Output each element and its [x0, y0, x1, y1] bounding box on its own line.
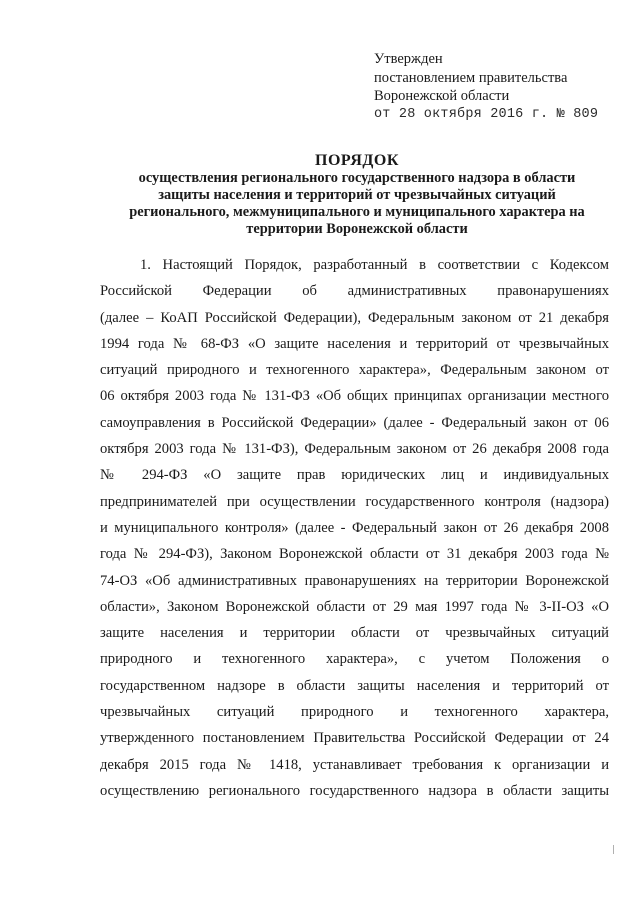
body-line: октября 2003 года № 131-ФЗ), Федеральным законом от 26 декабря 2008 года	[100, 441, 609, 458]
approval-line-1: Утвержден	[374, 51, 443, 67]
body-line: чрезвычайных ситуаций природного и техногенного характера,	[100, 704, 609, 721]
approval-block	[374, 50, 598, 124]
body-line: защите населения и территории области от чрезвычайных ситуаций	[100, 625, 609, 642]
approval-line-3: Воронежской области	[374, 88, 510, 104]
body-line: Российской Федерации об административных правонарушениях	[100, 283, 609, 300]
body-line: 1994 года № 68-ФЗ «О защите населения и территорий от чрезвычайных	[100, 335, 609, 352]
body-line: области», Законом Воронежской области от 29 мая 1997 года № 3-II-ОЗ «О	[100, 598, 609, 615]
document-subtitle: осуществления регионального государственного надзора в области защиты населения и территорий от чрезвычайных ситуаций регионального, межмуниципального и муниципального характера на территории Воронежской области	[129, 170, 585, 237]
body-line: 74-ОЗ «Об административных правонарушениях на территории Воронежской	[100, 572, 609, 589]
body-line: предпринимателей при осуществлении государственного контроля (надзора)	[100, 493, 609, 510]
document-title: ПОРЯДОК	[315, 152, 399, 169]
document-heading	[100, 152, 614, 238]
body-line: утвержденного постановлением Правительства Российской Федерации от 24	[100, 730, 609, 747]
body-line: декабря 2015 года № 1418, устанавливает требования к организации и	[100, 756, 609, 773]
body-line: № 294-ФЗ «О защите прав юридических лиц и индивидуальных	[100, 467, 609, 484]
body-line: природного и техногенного характера», с учетом Положения о	[100, 651, 609, 668]
body-line: (далее – КоАП Российской Федерации), Федеральным законом от 21 декабря	[100, 309, 609, 326]
body-line: осуществлению регионального государственного надзора в области защиты	[100, 782, 609, 799]
body-line: 06 октября 2003 года № 131-ФЗ «Об общих принципах организации местного	[100, 388, 609, 405]
approval-line-2: постановлением правительства	[374, 69, 568, 86]
body-line: 1. Настоящий Порядок, разработанный в соответствии с Кодексом	[140, 257, 609, 273]
body-line: и муниципального контроля» (далее - Федеральный закон от 26 декабря 2008	[100, 519, 609, 536]
body-line: самоуправления в Российской Федерации» (далее - Федеральный закон от 06	[100, 414, 609, 431]
body-line: государственном надзоре в области защиты населения и территорий от	[100, 677, 609, 694]
approval-date-stamp: от 28 октября 2016 г. № 809	[374, 106, 599, 122]
scan-margin-mark	[613, 845, 614, 854]
document-body	[100, 252, 609, 804]
body-line: года № 294-ФЗ), Законом Воронежской области от 31 декабря 2003 года №	[100, 546, 609, 563]
body-line: ситуаций природного и техногенного характера», Федеральным законом от	[100, 362, 609, 379]
